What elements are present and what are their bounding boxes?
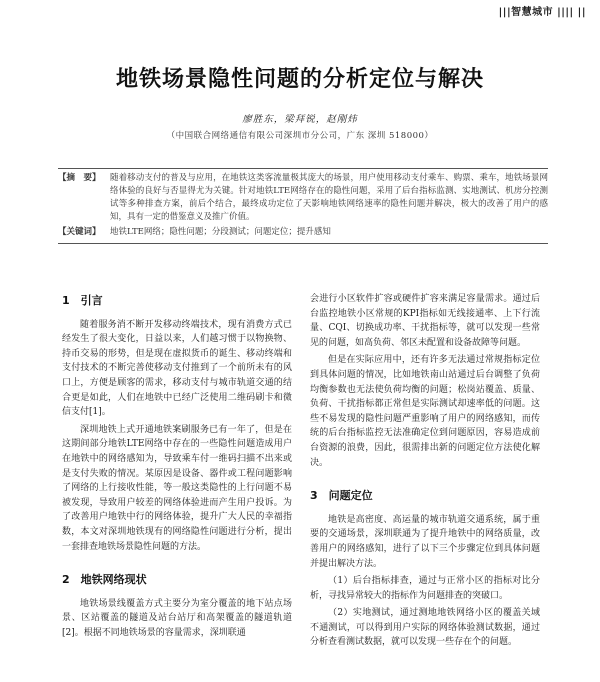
abstract-text: 随着移动支付的普及与应用，在地铁这类客流量极其庞大的场景，用户使用移动支付乘车、购票、乘车，地铁场景网络体验的良好与否显得尤为关键。针对地铁LTE网络存在的隐性问题，采用了后台指标监测、实地测试、机房分控测试等多种排查方案，前后个结合，最终成功定位了天影响地铁网络速率的隐性问题并解决，极大的改善了用户的感知，具有一定的借鉴意义及推广价值。 (110, 173, 548, 222)
body-paragraph: 地铁是高密度、高运量的城市轨道交通系统，属于重要的交通场景，深圳联通为了提升地铁中的网络质量，改善用户的网络感知，进行了以下三个步骤定位到具体问题并提出解决方法。 (310, 514, 540, 569)
paper-authors: 廖胜东，梁拜锐，赵刚炜 (242, 114, 358, 125)
paper-affiliation: （中国联合网络通信有限公司深圳市分公司，广东 深圳 518000） (166, 131, 434, 141)
section-heading: 3 问题定位 (310, 489, 373, 503)
body-paragraph: 地铁场景线覆盖方式主要分为室分覆盖的地下站点场景、区站覆盖的隧道及站台站厅和高架覆盖的隧道轨道[2]。根据不同地铁场景的容量需求，深圳联通 (62, 598, 292, 638)
section-heading: 2 地铁网络现状 (62, 573, 147, 587)
body-paragraph: 随着服务消不断开发移动终端技术，现有消费方式已经发生了很大变化，日益以来，人们越习惯于以物换物、持币交易的形势，但是现在虚拟货币的诞生、移动终端和支付技术的不断完善使移动支付推到了一个前所未有的风口上，方便是顾客的需求，移动支付与城市轨道交通的结合更是如此，人们在地铁中已经广泛使用二维码刷卡和微信支付[1]。 (62, 319, 292, 418)
keywords-label: 【关键词】 (58, 227, 101, 237)
keywords-row (58, 226, 548, 239)
body-paragraph: 会进行小区软件扩容或硬件扩容来满足容量需求。通过后台监控地铁小区常规的KPI指标如无线接通率、上下行流量、CQI、切换成功率、干扰指标等，就可以发现一些常见的问题，如高负荷、邻区未配置和设备故障等问题。 (310, 294, 540, 348)
body-paragraph: 深圳地铁上式开通地铁案刷服务已有一年了，但是在这期间部分地铁LTE网络中存在的一些隐性问题造成用户在地铁中的网络感知为，导致乘车付一维码扫描不出来或是支付失败的情况。某原因是设备、器件或工程问题影响了网络的上行接收性能，等一般这类隐性的上行问题不易被发现，导致用户较差的网络体验进而产生用户投诉。为了改善用户地铁中行的网络体验，提升广大人民的幸福指数，本文对深圳地铁现有的网络隐性问题进行分析，提出一套排查地铁场景隐性问题的方法。 (62, 424, 292, 552)
left-column (62, 292, 292, 643)
abstract-label: 【摘 要】 (58, 173, 101, 183)
body-paragraph: （1）后台指标排查，通过与正常小区的指标对比分析，寻找异常较大的指标作为问题排查的突破口。 (310, 576, 540, 601)
journal-section-tag: |||智慧城市 |||| || (498, 7, 586, 18)
paper-title: 地铁场景隐性问题的分析定位与解决 (115, 67, 484, 92)
section-gap (62, 557, 292, 571)
body-paragraph: （2）实地测试，通过测地地铁网络小区的覆盖关域不通测试，可以得到用户实际的网络体验测试数据，通过分析查看测试数据，就可以发现一些存在个的问题。 (310, 608, 540, 648)
keywords-text: 地铁LTE网络；隐性问题；分段测试；问题定位；提升感知 (110, 227, 331, 237)
body-paragraph: 但是在实际应用中，还有许多无法通过常规指标定位到具体问题的情况，比如地铁南山站通过后台调整了负荷均衡参数也无法使负荷均衡的问题；松岗站覆盖、质量、负荷、干扰指标都正常但是实际测试却速率低的问题。这些不易发现的隐性问题严重影响了用户的网络感知，而传统的后台指标监控无法准确定位到问题原因，容易造成前台资源的浪费，因此，很需排出新的问题定位方法使化解决。 (310, 355, 540, 468)
abstract-row (58, 172, 548, 224)
right-column (310, 292, 540, 653)
abstract-box (58, 168, 548, 244)
section-gap (310, 473, 540, 487)
section-heading: 1 引言 (62, 294, 103, 307)
